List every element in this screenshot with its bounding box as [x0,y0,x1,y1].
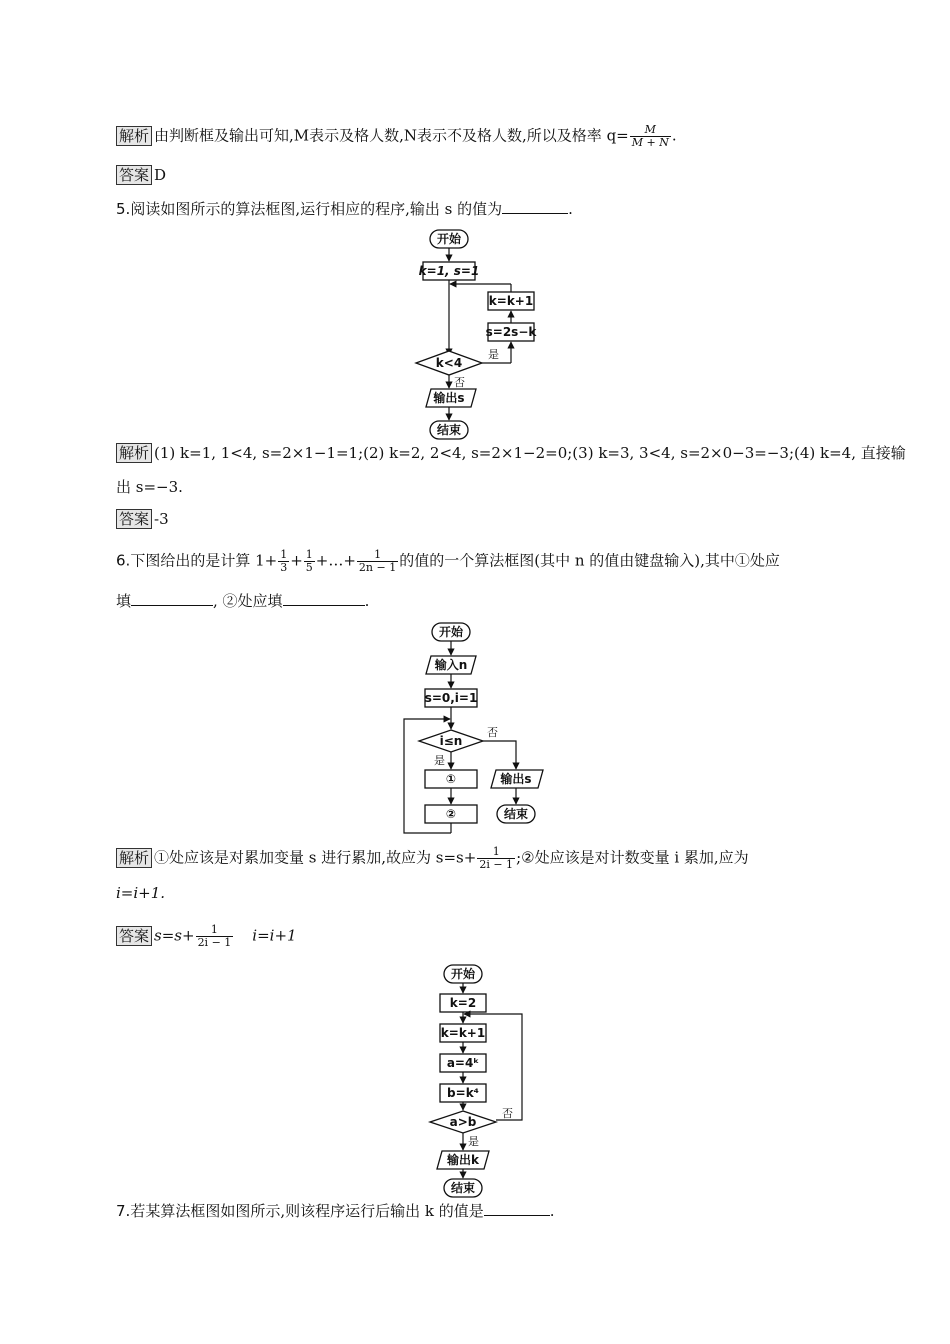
q6-analysis-frac [477,846,515,871]
q6-answer-a: s=s+ [154,926,195,945]
q5-end: . [568,200,573,218]
frac-num: 1 [280,548,288,561]
analysis-tag: 解析 [116,443,152,463]
q6-init-label: s=0,i=1 [424,691,478,705]
q5-step-s-label: s=2s−k [485,325,537,339]
q6-no-label: 否 [487,726,498,739]
q6-flowchart [400,619,560,839]
frac-num: M [644,123,656,136]
q6-analysis-line2: i=i+1. [116,884,166,902]
q6-blank-1 [131,591,213,606]
answer-tag: 答案 [116,509,152,529]
analysis-tag: 解析 [116,126,152,146]
q6-number: 6. [116,551,131,570]
q6-text-a: 下图给出的是计算 1+ [130,551,278,570]
q6-answer [116,924,297,949]
frac-num: 1 [305,548,313,561]
q6-question [116,549,780,574]
q7-condition-label: a>b [449,1115,477,1129]
q6-plus: + [290,551,303,570]
q6-box-2-label: ② [445,807,457,821]
q7-number: 7. [116,1202,131,1220]
q6-start-label: 开始 [438,625,464,639]
q5-analysis-line1: (1) k=1, 1<4, s=2×1−1=1;(2) k=2, 2<4, s=2×1−2=0;(3) k=3, 3<4, s=2×0−3=−3;(4) k=4, 直接输 [154,444,906,462]
p4-analysis-text: 由判断框及输出可知,M表示及格人数,N表示不及格人数,所以及格率 q= [154,126,629,145]
frac-den: 2i − 1 [479,858,514,871]
answer-tag: 答案 [116,926,152,946]
q6-dots: +…+ [315,551,356,570]
q7-step-k-label: k=k+1 [440,1026,486,1040]
q7-question [116,1201,555,1221]
q7-init-label: k=2 [449,996,477,1010]
q6-frac3 [357,549,398,574]
frac-den: 2n − 1 [358,561,397,574]
p4-analysis [116,124,677,149]
frac-num: 1 [374,548,382,561]
q7-no-label: 否 [502,1107,513,1120]
q5-end-label: 结束 [436,423,462,437]
q5-answer [116,509,169,529]
p4-answer-value: D [154,166,167,184]
q5-question [116,199,573,219]
q6-frac1 [278,549,289,574]
q5-flowchart [400,226,560,446]
q5-output-label: 输出s [433,391,465,405]
q6-blank-2 [283,591,365,606]
q7-start-label: 开始 [450,967,476,981]
q6-output-label: 输出s [500,772,532,786]
frac-num: 1 [210,923,218,936]
q5-analysis-line2: 出 s=−3. [116,478,183,496]
q6-fill-label: 填 [116,592,132,610]
q6-analysis-text-a: ①处应该是对累加变量 s 进行累加,故应为 s=s+ [154,848,477,867]
q6-question-line2 [116,591,369,611]
q7-yes-label: 是 [468,1135,479,1148]
q7-step-b-label: b=k⁴ [447,1086,479,1100]
q6-frac2 [304,549,315,574]
p4-end: . [671,126,677,145]
q5-number: 5. [116,200,131,218]
q6-answer-b: i=i+1 [252,926,297,945]
frac-den: 5 [305,561,313,574]
q6-input-label: 输入n [434,658,468,672]
q6-condition-label: i≤n [439,734,463,748]
analysis-tag: 解析 [116,848,152,868]
q6-analysis [116,846,749,871]
frac-den: 3 [280,561,288,574]
q5-text: 阅读如图所示的算法框图,运行相应的程序,输出 s 的值为 [130,200,503,218]
answer-tag: 答案 [116,165,152,185]
q5-init-label: k=1, s=1 [418,264,480,278]
q7-text: 若某算法框图如图所示,则该程序运行后输出 k 的值是 [130,1202,484,1220]
p4-answer [116,165,166,185]
q5-start-label: 开始 [436,232,462,246]
q5-yes-label: 是 [488,348,499,361]
q5-condition-label: k<4 [435,356,463,370]
q6-text-b: 的值的一个算法框图(其中 n 的值由键盘输入),其中①处应 [399,551,780,570]
q6-analysis-text-b: ;②处应该是对计数变量 i 累加,应为 [516,848,749,867]
q5-answer-value: -3 [154,510,169,528]
q7-step-a-label: a=4ᵏ [446,1056,480,1070]
q7-end: . [549,1202,555,1220]
q7-output-label: 输出k [447,1153,479,1167]
q5-analysis [116,443,906,463]
frac-den: 2i − 1 [197,936,232,949]
q6-end-label: 结束 [503,807,529,821]
q6-end: . [364,592,370,610]
q7-answer-blank [484,1201,550,1216]
q6-yes-label: 是 [434,754,445,767]
q5-no-label: 否 [454,376,465,389]
q6-answer-frac [196,924,234,949]
frac-num: 1 [492,845,500,858]
q5-answer-blank [502,199,568,214]
q6-box-1-label: ① [445,772,457,786]
q5-step-k-label: k=k+1 [488,294,534,308]
q6-fill-label-2: , ②处应填 [213,592,283,610]
q7-flowchart [420,961,540,1201]
p4-fraction [630,124,671,149]
frac-den: M + N [631,136,669,149]
q7-end-label: 结束 [450,1181,476,1195]
